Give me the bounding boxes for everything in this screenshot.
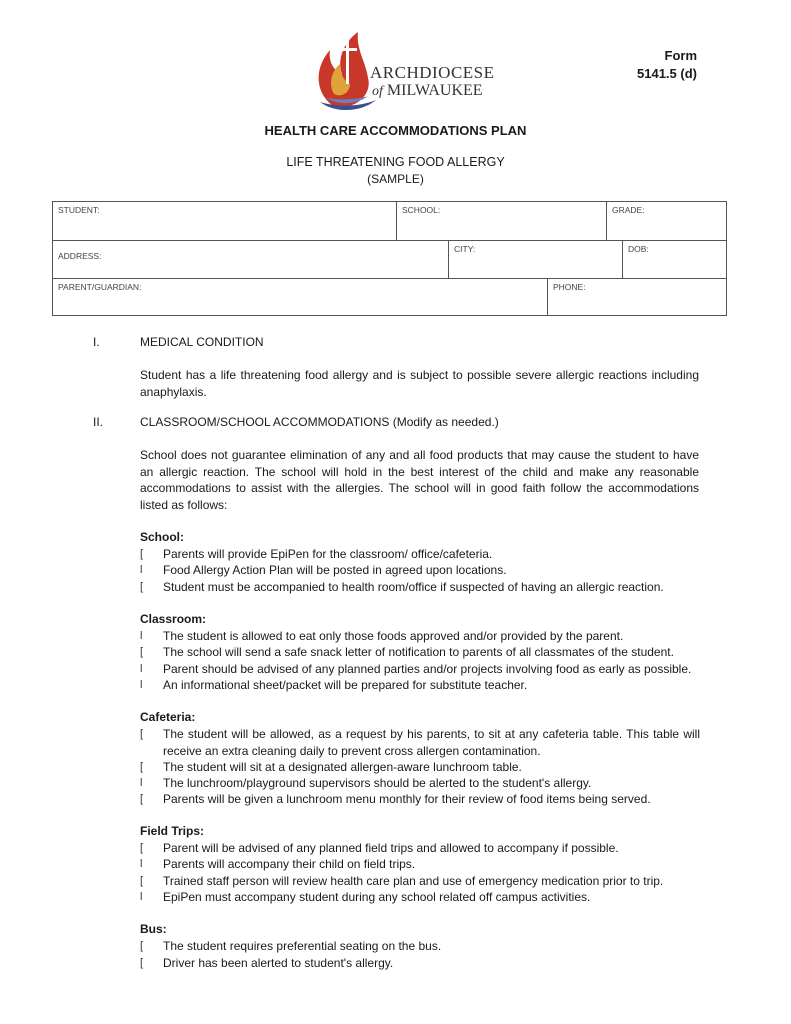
logo-text-name: MILWAUKEE [386,82,483,99]
checkbox-icon: l [140,679,143,691]
list-item: l Parents will accompany their child on field trips. [140,857,416,871]
list-item: l The student is allowed to eat only those foods approved and/or provided by the parent. [140,629,624,643]
checkbox-icon: [ [140,940,144,952]
section-2-number: II. [93,415,104,429]
section-1-text: Student has a life threatening food allergy and is subject to possible severe allergic reactions including anaphylaxis. [140,368,699,399]
checkbox-icon: [ [140,875,144,887]
list-item: [ The student will sit at a designated allergen-aware lunchroom table. [140,760,522,774]
list-item: l An informational sheet/packet will be prepared for substitute teacher. [140,678,528,692]
address-field[interactable]: ADDRESS: [58,251,102,261]
field-trips-heading: Field Trips: [140,824,205,838]
list-item: [ The student requires preferential seating on the bus. [140,939,442,953]
list-item: [ Trained staff person will review health care plan and use of emergency medication prior to trip. [140,874,664,888]
checkbox-icon: [ [140,761,144,773]
student-info-table [52,201,727,316]
section-2-title: CLASSROOM/SCHOOL ACCOMMODATIONS (Modify as needed.) [140,415,499,429]
bus-heading: Bus: [140,922,167,936]
list-item: [ The school will send a safe snack letter of notification to parents of all classmates of the student. [140,645,674,659]
section-2-text: School does not guarantee elimination of any and all food products that may cause the student to have an allergic reaction. The school will hold in the best interest of the child and make any reasonable accommodations to assist with the allergies. The school will in good faith follow the accommodations listed as follows: [140,448,699,512]
section-1-title: MEDICAL CONDITION [140,335,264,349]
phone-field[interactable]: PHONE: [547,279,726,315]
grade-field[interactable]: GRADE: [606,202,726,240]
list-item: l EpiPen must accompany student during any school related off campus activities. [140,890,591,904]
classroom-heading: Classroom: [140,612,207,626]
sample-label: (SAMPLE) [367,172,424,186]
list-item: l The lunchroom/playground supervisors should be alerted to the student's allergy. [140,776,592,790]
city-field[interactable]: CITY: [448,241,622,278]
school-heading: School: [140,530,184,544]
student-field[interactable]: STUDENT: [58,205,100,215]
checkbox-icon: l [140,891,143,903]
list-item: [ Parents will be given a lunchroom menu monthly for their review of food items being served. [140,792,651,806]
checkbox-icon: l [140,663,143,675]
checkbox-icon: l [140,858,143,870]
list-item: [ Parents will provide EpiPen for the classroom/ office/cafeteria. [140,547,493,561]
checkbox-icon: l [140,777,143,789]
cafeteria-heading: Cafeteria: [140,710,196,724]
checkbox-icon: [ [140,581,144,593]
info-row-1 [53,202,726,241]
list-item: [ Driver has been alerted to student's allergy. [140,956,394,970]
form-number: 5141.5 (d) [637,66,697,81]
section-1-number: I. [93,335,100,349]
checkbox-icon: [ [140,728,144,740]
list-item: l Parent should be advised of any planned parties and/or projects involving food as early as possible. [140,662,692,676]
checkbox-icon: l [140,564,143,576]
checkbox-icon: [ [140,842,144,854]
logo-text-of: of [372,84,383,99]
list-item: [ Parent will be advised of any planned field trips and allowed to accompany if possible. [140,841,619,855]
document-subtitle: LIFE THREATENING FOOD ALLERGY [286,155,505,169]
school-field[interactable]: SCHOOL: [396,202,606,240]
checkbox-icon: [ [140,548,144,560]
list-item: [ Student must be accompanied to health room/office if suspected of having an allergic reaction. [140,580,664,594]
checkbox-icon: [ [140,646,144,658]
checkbox-icon: [ [140,957,144,969]
document-title: HEALTH CARE ACCOMMODATIONS PLAN [264,123,527,138]
form-identifier [637,47,697,83]
parent-guardian-field[interactable]: PARENT/GUARDIAN: [58,282,142,292]
dob-field[interactable]: DOB: [622,241,726,278]
info-row-3 [53,279,726,315]
checkbox-icon: [ [140,793,144,805]
info-row-2 [53,241,726,279]
checkbox-icon: l [140,630,143,642]
logo-text-milwaukee [372,82,483,100]
form-label: Form [664,48,697,63]
logo-text-archdiocese: ARCHDIOCESE [370,63,495,82]
list-item: [ The student will be allowed, as a request by his parents, to sit at any cafeteria table. This table will receive an extra cleaning daily to prevent cross allergen contamination. [140,727,700,758]
list-item: l Food Allergy Action Plan will be posted in agreed upon locations. [140,563,507,577]
